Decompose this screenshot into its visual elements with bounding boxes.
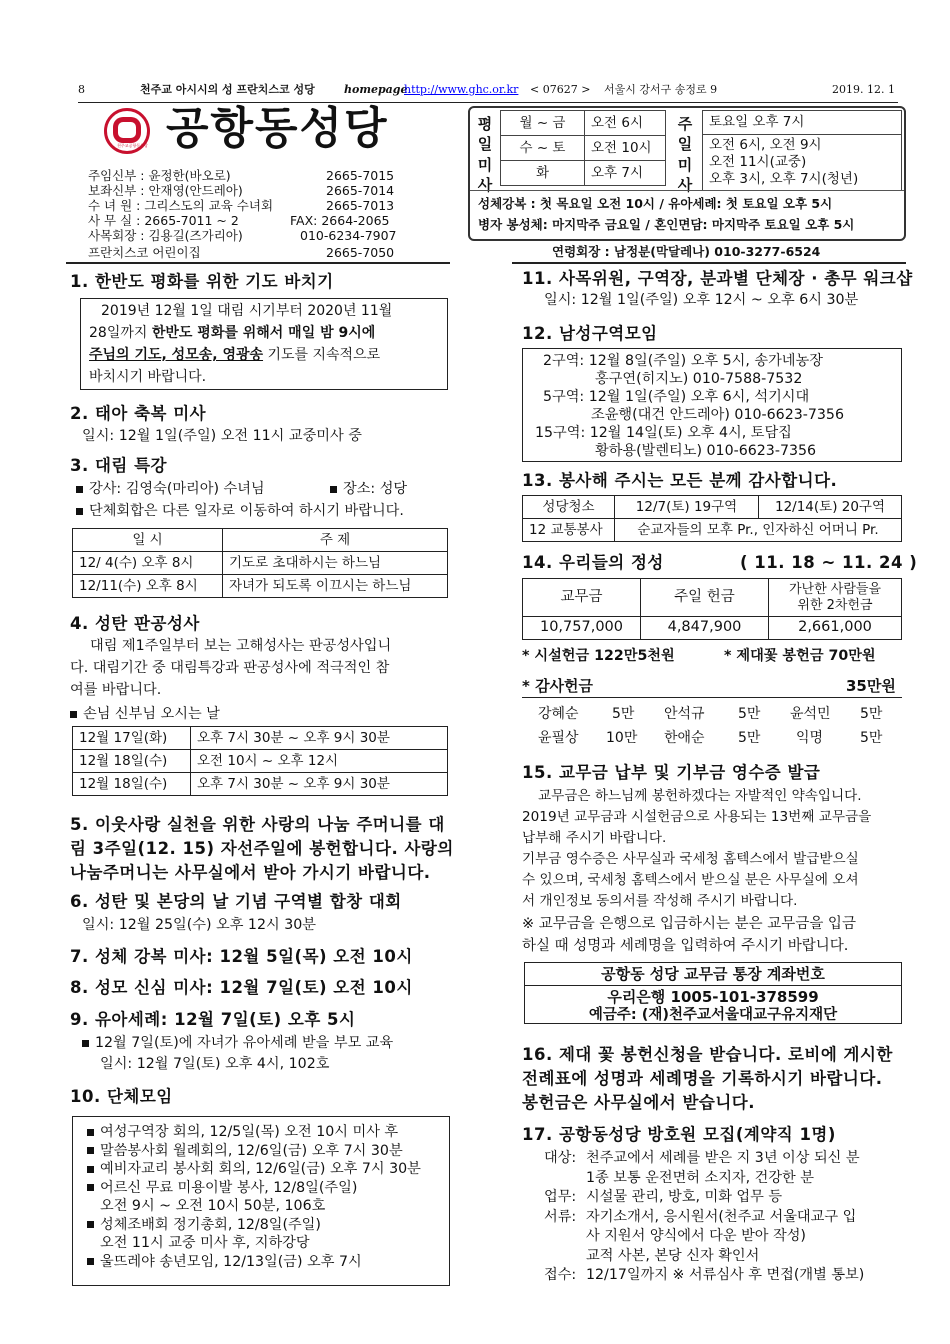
list-item: 성체조배회 정기총회, 12/8일(주일) bbox=[87, 1216, 449, 1235]
volunteer-table: 성당청소 12/7(토) 19구역 12/14(토) 20구역 12 교통봉사 순교자들의 모후 Pr., 인자하신 어머니 Pr. bbox=[522, 495, 902, 542]
section-3-bullet: 강사: 김영숙(마리아) 수녀님 bbox=[76, 481, 265, 498]
section-4-text: 여를 바랍니다. bbox=[70, 682, 162, 698]
altar-flower-offering: * 제대꽃 봉헌금 70만원 bbox=[724, 648, 876, 664]
section-2-text: 일시: 12월 1일(주일) 오전 11시 교중미사 중 bbox=[82, 428, 362, 444]
section-15-text: 서 개인정보 동의서를 작성해 주시기 바랍니다. bbox=[522, 893, 798, 909]
account-box: 공항동 성당 교무금 통장 계좌번호 우리은행 1005-101-378599 예금주: (재)천주교서울대교구유지재단 bbox=[524, 962, 902, 1024]
postal-code: < 07627 > bbox=[530, 83, 591, 96]
section-4-title: 4. 성탄 판공성사 bbox=[70, 614, 200, 633]
section-9-text: 일시: 12월 7일(토) 오후 4시, 102호 bbox=[100, 1056, 330, 1072]
section-4-text: 대림 제1주일부터 보는 고해성사는 판공성사입니 bbox=[90, 638, 392, 654]
section-3-bullet: 단체회합은 다른 일자로 이동하여 하시기 바랍니다. bbox=[76, 503, 404, 520]
section-6-title: 6. 성탄 및 본당의 날 기념 구역별 합창 대회 bbox=[70, 892, 402, 911]
section-15-text: 납부해 주시기 바랍니다. bbox=[522, 830, 667, 846]
list-item-continued: 오전 11시 교중 미사 후, 지하강당 bbox=[100, 1235, 310, 1251]
section-17-title: 17. 공항동성당 방호원 모집(계약직 1명) bbox=[522, 1125, 836, 1144]
list-item: 울뜨레야 송년모임, 12/13일(금) 오후 7시 bbox=[87, 1253, 449, 1272]
mens-district-box: 2구역: 12월 8일(주일) 오후 5시, 송가네농장 홍구연(히지노) 010-7588-7532 5구역: 12월 1일(주일) 오후 6시, 석기시대 조윤행(대건 안드레아) 010-6623-7356 15구역: 12월 14일(토) 오후 4시, 토담집 황하용(발렌티노) 010-6623-7356 bbox=[522, 348, 902, 462]
section-6-text: 일시: 12월 25일(수) 오후 12시 30분 bbox=[82, 917, 316, 933]
weekday-mass-table: 월 ~ 금 오전 6시 수 ~ 토 오전 10시 화 오후 7시 bbox=[500, 110, 666, 186]
section-3-title: 3. 대림 특강 bbox=[70, 456, 167, 475]
facility-offering: * 시설헌금 122만5천원 bbox=[522, 648, 675, 664]
list-item: 어르신 무료 미용이발 봉사, 12/8일(주일) bbox=[87, 1179, 449, 1198]
weekday-mass-label: 평 일 미 사 bbox=[477, 115, 493, 194]
staff-row: 사 무 실 : 2665-7011 ~ 2 FAX: 2664-2065 bbox=[88, 213, 390, 228]
bank-deposit-note: ※ 교무금을 은행으로 입금하시는 분은 교무금을 입금 bbox=[522, 916, 856, 932]
section-9-title: 9. 유아세례: 12월 7일(토) 오후 5시 bbox=[70, 1010, 356, 1029]
section-5-title: 5. 이웃사랑 실천을 위한 사랑의 나눔 주머니를 대 림 3주일(12. 15) 자선주일에 봉헌합니다. 사랑의 나눔주머니는 사무실에서 받아 가시기 바랍니다. bbox=[70, 815, 454, 882]
section-8-title: 8. 성모 신심 미사: 12월 7일(토) 오전 10시 bbox=[70, 978, 413, 997]
section-15-title: 15. 교무금 납부 및 기부금 영수증 발급 bbox=[522, 763, 821, 782]
section-15-text: 수 있으며, 국세청 홈텍스에서 받으실 분은 사무실에 오셔 bbox=[522, 872, 859, 888]
group-meetings-list bbox=[72, 1116, 450, 1286]
thanksgiving-offering: * 감사헌금 bbox=[522, 677, 594, 695]
section-16-title: 16. 제대 꽃 봉헌신청을 받습니다. 로비에 게시한 전례표에 성명과 세례명을 기록하시기 바랍니다. 봉헌금은 사무실에서 받습니다. bbox=[522, 1045, 893, 1112]
guard-recruit-details: 대상: 천주교에서 세례를 받은 지 3년 이상 되신 분 1종 보통 운전면허 소지자, 건강한 분 업무: 시설물 관리, 방호, 미화 업무 등 서류: 자기소개서, 응시원서(천주교 서울대교구 입 사 지원서 양식에서 다운 받아 작성) 교적 사본, 본당 신자 확인서 접수: 12/17일까지 ※ 서류심사 후 면접(개별 통보) bbox=[544, 1150, 865, 1283]
bank-deposit-note: 하실 때 성명과 세례명을 입력하여 주시기 바랍니다. bbox=[522, 938, 849, 954]
list-item: 말씀봉사회 월례회의, 12/6일(금) 오후 7시 30분 bbox=[87, 1142, 449, 1161]
guest-priest-subtitle: 손님 신부님 오시는 날 bbox=[70, 706, 220, 723]
section-15-text: 기부금 영수증은 사무실과 국세청 홈텍스에서 발급받으실 bbox=[522, 851, 859, 867]
page-number: 8 bbox=[78, 83, 85, 96]
parish-name: 공항동성당 bbox=[166, 103, 389, 154]
issue-date: 2019. 12. 1 bbox=[832, 83, 895, 96]
section-12-title: 12. 남성구역모임 bbox=[522, 324, 658, 343]
staff-row: 보좌신부 : 안재영(안드레아) 2665-7014 bbox=[88, 183, 395, 198]
section-4-text: 다. 대림기간 중 대림특강과 판공성사에 적극적인 참 bbox=[70, 660, 390, 676]
parish-logo: 천주교공항동성당 bbox=[104, 108, 150, 154]
funeral-committee-head: 연령회장 : 남정분(막달레나) 010-3277-6524 bbox=[552, 244, 821, 259]
section-7-title: 7. 성체 강복 미사: 12월 5일(목) 오전 10시 bbox=[70, 947, 413, 966]
homepage-link[interactable]: http://www.ghc.or.kr bbox=[404, 83, 519, 96]
sunday-mass-label: 주 일 미 사 bbox=[677, 115, 693, 194]
list-item: 여성구역장 회의, 12/5일(목) 오전 10시 미사 후 bbox=[87, 1123, 449, 1142]
section-11-title: 11. 사목위원, 구역장, 분과별 단체장 · 총무 워크샵 bbox=[522, 269, 913, 288]
section-1-box: 2019년 12월 1일 대림 시기부터 2020년 11월 28일까지 한반도 평화를 위해서 매일 밤 9시에 주님의 기도, 성모송, 영광송 기도를 지속적으로 바치시기 바랍니다. bbox=[80, 298, 448, 390]
list-item-continued: 오전 9시 ~ 오전 10시 50분, 106호 bbox=[100, 1198, 326, 1214]
staff-row: 주임신부 : 윤정한(바오로) 2665-7015 bbox=[88, 168, 395, 183]
section-14-period: ( 11. 18 ~ 11. 24 ) bbox=[740, 553, 918, 572]
section-13-title: 13. 봉사해 주시는 모든 분께 감사합니다. bbox=[522, 471, 838, 490]
section-15-text: 교무금은 하느님께 봉헌하겠다는 자발적인 약속입니다. bbox=[538, 788, 862, 804]
advent-lecture-table: 일 시 주 제 12/ 4(수) 오후 8시 기도로 초대하시는 하느님 12/11(수) 오후 8시 자녀가 되도록 이끄시는 하느님 bbox=[72, 528, 448, 598]
mass-note-2: 병자 봉성체: 마지막주 금요일 / 혼인면담: 마지막주 토요일 오후 5시 bbox=[478, 217, 855, 232]
homepage-label: homepage bbox=[344, 83, 408, 96]
section-1-title: 1. 한반도 평화를 위한 기도 바치기 bbox=[70, 272, 334, 291]
mass-note-1: 성체강복 : 첫 목요일 오전 10시 / 유아세례: 첫 토요일 오후 5시 bbox=[478, 196, 833, 211]
section-2-title: 2. 태아 축복 미사 bbox=[70, 404, 207, 423]
section-3-bullet: 장소: 성당 bbox=[330, 481, 407, 498]
header-bar bbox=[78, 83, 898, 103]
guest-priest-table: 12월 17일(화) 오후 7시 30분 ~ 오후 9시 30분 12월 18일(수) 오전 10시 ~ 오후 12시 12월 18일(수) 오후 7시 30분 ~ 오후 9시 30분 bbox=[72, 726, 448, 796]
section-10-title: 10. 단체모임 bbox=[70, 1087, 173, 1106]
sunday-mass-table: 토요일 오후 7시 오전 6시, 오전 9시 오전 11시(교중) 오후 3시, 오후 7시(청년) bbox=[702, 110, 902, 191]
thanksgiving-total: 35만원 bbox=[846, 677, 896, 695]
section-9-bullet: 12월 7일(토)에 자녀가 유아세례 받을 부모 교육 bbox=[82, 1035, 393, 1052]
staff-row: 수 녀 원 : 그리스도의 교육 수녀회 2665-7013 bbox=[88, 198, 395, 213]
mass-schedule bbox=[468, 106, 906, 241]
section-11-text: 일시: 12월 1일(주일) 오후 12시 ~ 오후 6시 30분 bbox=[544, 292, 859, 308]
section-15-text: 2019년 교무금과 시설헌금으로 사용되는 13번째 교무금을 bbox=[522, 809, 872, 825]
list-item: 예비자교리 봉사회 회의, 12/6일(금) 오후 7시 30분 bbox=[87, 1160, 449, 1179]
staff-row: 프란치스코 어린이집 2665-7050 bbox=[88, 245, 395, 260]
address: 서울시 강서구 송정로 9 bbox=[604, 83, 718, 96]
section-14-title: 14. 우리들의 정성 bbox=[522, 553, 664, 572]
offering-table: 교무금 주일 헌금 가난한 사람들을 위한 2차헌금 10,757,000 4,847,900 2,661,000 bbox=[522, 578, 902, 640]
church-full-name: 천주교 아시시의 성 프란치스코 성당 bbox=[140, 83, 315, 96]
staff-row: 사목회장 : 김용길(즈가리아) 010-6234-7907 bbox=[88, 228, 397, 243]
